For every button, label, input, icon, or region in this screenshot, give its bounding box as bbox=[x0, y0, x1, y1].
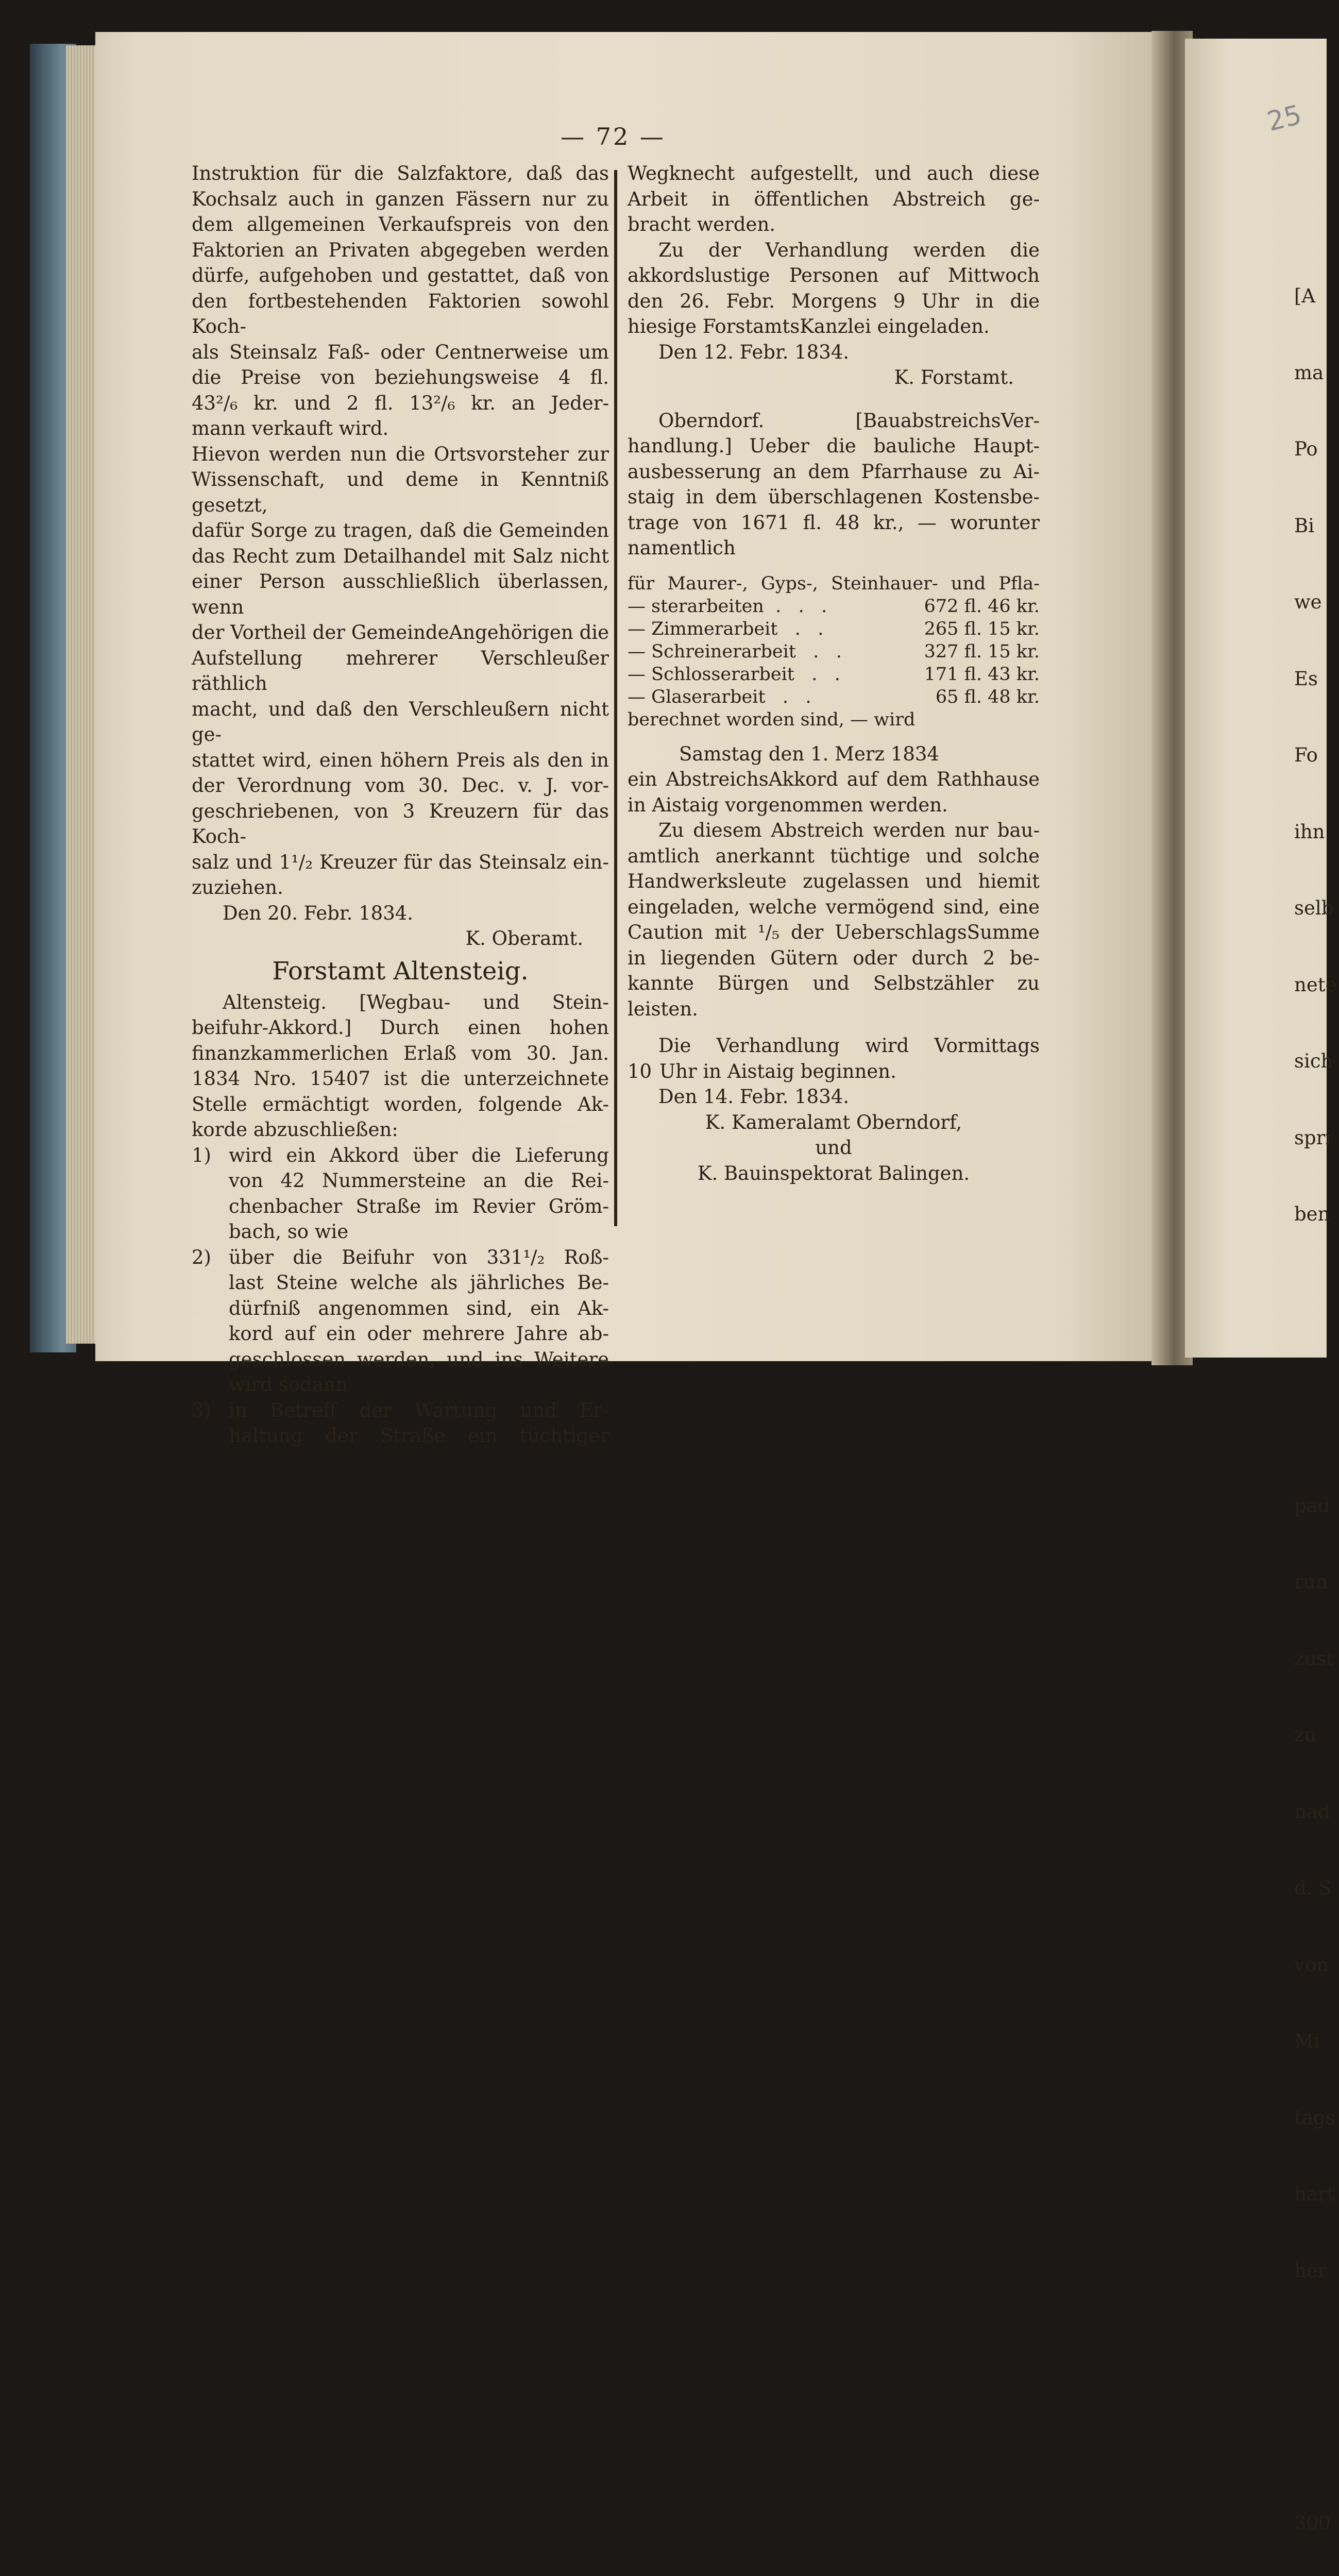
cost-row: — sterarbeiten . . . 672 fl. 46 kr. bbox=[628, 596, 1040, 617]
text-line: mann verkauft wird. bbox=[192, 417, 389, 439]
date-line: Samstag den 1. Merz 1834 bbox=[679, 742, 939, 765]
list-item bbox=[192, 1143, 609, 1245]
text-line: Stelle ermächtigt worden, folgende Ak- bbox=[192, 1093, 609, 1115]
text-line: Caution mit ¹/₅ der UeberschlagsSumme bbox=[628, 921, 1040, 943]
text-line: kannte Bürgen und Selbstzähler zu bbox=[628, 972, 1040, 994]
text-line: dürfe, aufgehoben und gestattet, daß von bbox=[192, 264, 609, 286]
list-number: 3) bbox=[192, 1399, 211, 1421]
right-column bbox=[628, 161, 1040, 1186]
list-item bbox=[192, 1398, 609, 1449]
text-line: korde abzuschließen: bbox=[192, 1118, 398, 1141]
text-line: stattet wird, einen höhern Preis als den in bbox=[192, 749, 609, 771]
spacer bbox=[628, 731, 1040, 741]
text-line: last Steine welche als jährliches Be- bbox=[229, 1272, 609, 1294]
text-line: ein AbstreichsAkkord auf dem Rathhause bbox=[628, 768, 1040, 790]
text-line: 1834 Nro. 15407 ist die unterzeichnete bbox=[192, 1067, 609, 1090]
signature-connector: und bbox=[815, 1137, 852, 1159]
cost-row: — Schreinerarbeit . . 327 fl. 15 kr. bbox=[628, 641, 1040, 662]
text-line: Kochsalz auch in ganzen Fässern nur zu bbox=[192, 188, 609, 210]
date-line: Den 20. Febr. 1834. bbox=[223, 902, 414, 924]
time-number: 10 bbox=[628, 1060, 652, 1082]
text-line: von 42 Nummersteine an die Rei- bbox=[229, 1170, 609, 1192]
text-line bbox=[628, 1059, 1040, 1084]
list-number: 2) bbox=[192, 1246, 211, 1268]
text-line: dürfniß angenommen sind, ein Ak- bbox=[229, 1297, 609, 1319]
next-page-text bbox=[1294, 181, 1337, 2576]
next-page-block: pad run zust zu nad d. S von Mi tags hart her bbox=[1294, 1494, 1335, 2282]
text-line: Wissenschaft, und deme in Kenntniß gesetzt, bbox=[192, 468, 609, 516]
text-line: finanzkammerlichen Erlaß vom 30. Jan. bbox=[192, 1042, 609, 1064]
text-line: Faktorien an Privaten abgegeben werden bbox=[192, 239, 609, 261]
text-line: Aufstellung mehrerer Verschleußer räthlich bbox=[192, 647, 609, 694]
text-line: das Recht zum Detailhandel mit Salz nicht bbox=[192, 545, 609, 567]
text-line: den fortbestehenden Faktorien sowohl Koch- bbox=[192, 290, 609, 337]
next-page-block: [A ma Po Bi we Es Fo ihn selb nete sich spri ben bbox=[1294, 285, 1337, 1225]
text-line: Zu diesem Abstreich werden nur bau- bbox=[658, 819, 1040, 841]
paragraph-abstreich-conditions bbox=[628, 818, 1040, 1022]
spacer bbox=[628, 561, 1040, 572]
text-line: geschlossen werden, und ins Weitere bbox=[229, 1348, 609, 1370]
text-line: Arbeit in öffentlichen Abstreich ge- bbox=[628, 188, 1040, 210]
text-line: macht, und daß den Verschleußern nicht ge- bbox=[192, 698, 609, 745]
text-line: in Betreff der Wartung und Er- bbox=[229, 1399, 609, 1421]
text-line: dem allgemeinen Verkaufspreis von den bbox=[192, 213, 609, 235]
text-line: dafür Sorge zu tragen, daß die Gemeinden bbox=[192, 519, 609, 541]
paragraph-start-time bbox=[628, 1033, 1040, 1084]
cost-row: — Glaserarbeit . . 65 fl. 48 kr. bbox=[628, 686, 1040, 707]
cost-row: — Zimmerarbeit . . 265 fl. 15 kr. bbox=[628, 618, 1040, 639]
text-line: Hievon werden nun die Ortsvorsteher zur bbox=[192, 443, 609, 465]
text-line: Handwerksleute zugelassen und hiemit bbox=[628, 870, 1040, 892]
text-line: in liegenden Gütern oder durch 2 be- bbox=[628, 946, 1040, 969]
list-item bbox=[192, 1245, 609, 1398]
page-number: — 72 — bbox=[561, 123, 666, 150]
text-line: die Preise von beziehungsweise 4 fl. bbox=[192, 366, 609, 388]
text-fragment: Uhr in Aistaig beginnen. bbox=[659, 1060, 896, 1082]
text-line: beifuhr-Akkord.] Durch einen hohen bbox=[192, 1016, 609, 1039]
cost-row: — Schlosserarbeit . . 171 fl. 43 kr. bbox=[628, 664, 1040, 685]
cost-intro: für Maurer-, Gyps-, Steinhauer- und Pfla- bbox=[628, 573, 1040, 594]
paragraph-altensteig bbox=[192, 990, 609, 1143]
paragraph-oberndorf bbox=[628, 408, 1040, 561]
paragraph-verhandlung bbox=[628, 238, 1040, 340]
text-line: handlung.] Ueber die bauliche Haupt- bbox=[628, 435, 1040, 457]
text-line: ausbesserung an dem Pfarrhause zu Ai- bbox=[628, 460, 1040, 483]
signature-oberamt: K. Oberamt. bbox=[465, 927, 583, 950]
text-line: hiesige ForstamtsKanzlei eingeladen. bbox=[628, 315, 990, 337]
text-line: zuziehen. bbox=[192, 876, 283, 899]
text-line: kord auf ein oder mehrere Jahre ab- bbox=[229, 1323, 609, 1345]
text-line: eingeladen, welche vermögend sind, eine bbox=[628, 895, 1040, 918]
text-line: der Verordnung vom 30. Dec. v. J. vor- bbox=[192, 774, 609, 796]
text-line: als Steinsalz Faß- oder Centnerweise um bbox=[192, 341, 609, 363]
text-line: Oberndorf. [BauabstreichsVer- bbox=[658, 409, 1040, 432]
text-line: amtlich anerkannt tüchtige und solche bbox=[628, 844, 1040, 867]
text-line: den 26. Febr. Morgens 9 Uhr in die bbox=[628, 290, 1040, 312]
text-line: Altensteig. [Wegbau- und Stein- bbox=[223, 991, 609, 1013]
text-line: wird sodann bbox=[229, 1374, 348, 1396]
text-line: haltung der Straße ein tüchtiger bbox=[229, 1425, 609, 1447]
spacer bbox=[628, 1022, 1040, 1033]
next-page-block: 300 bbox=[1294, 2512, 1331, 2534]
list-number: 1) bbox=[192, 1144, 211, 1166]
cost-outro: berechnet worden sind, — wird bbox=[628, 709, 916, 730]
text-line: 43²/₆ kr. und 2 fl. 13²/₆ kr. an Jeder- bbox=[192, 392, 609, 414]
section-heading: Forstamt Altensteig. bbox=[272, 956, 529, 986]
date-line: Den 12. Febr. 1834. bbox=[658, 341, 850, 363]
text-line: Die Verhandlung wird Vormittags bbox=[658, 1035, 1040, 1057]
text-line: Instruktion für die Salzfaktore, daß das bbox=[192, 162, 609, 184]
pencil-note: 25 bbox=[1264, 99, 1305, 138]
text-line: Zu der Verhandlung werden die bbox=[658, 239, 1040, 261]
text-line: leisten. bbox=[628, 997, 698, 1020]
text-line: in Aistaig vorgenommen werden. bbox=[628, 793, 948, 816]
text-line: staig in dem überschlagenen Kostensbe- bbox=[628, 486, 1040, 508]
text-line: bach, so wie bbox=[229, 1221, 349, 1243]
text-line: Wegknecht aufgestellt, und auch diese bbox=[628, 162, 1040, 184]
paragraph-salt-instruction bbox=[192, 161, 609, 442]
paragraph-wegknecht bbox=[628, 161, 1040, 238]
text-line: namentlich bbox=[628, 537, 736, 559]
text-line: salz und 1¹/₂ Kreuzer für das Steinsalz ein- bbox=[192, 851, 609, 873]
signature-forstamt: K. Forstamt. bbox=[894, 366, 1014, 388]
text-line: über die Beifuhr von 331¹/₂ Roß- bbox=[229, 1246, 609, 1268]
text-line: der Vortheil der GemeindeAngehörigen die bbox=[192, 621, 609, 643]
column-divider bbox=[614, 170, 617, 1226]
signature-bauinspektorat: K. Bauinspektorat Balingen. bbox=[697, 1162, 970, 1184]
cost-table bbox=[628, 572, 1040, 731]
signature-kameralamt: K. Kameralamt Oberndorf, bbox=[705, 1111, 962, 1133]
text-line: wird ein Akkord über die Lieferung bbox=[229, 1144, 609, 1166]
text-line: einer Person ausschließlich überlassen, wenn bbox=[192, 570, 609, 618]
text-line: chenbacher Straße im Revier Gröm- bbox=[229, 1195, 609, 1217]
paragraph-ortsvorsteher bbox=[192, 442, 609, 901]
text-line: trage von 1671 fl. 48 kr., — worunter bbox=[628, 511, 1040, 534]
left-column bbox=[192, 161, 609, 1449]
text-line: akkordslustige Personen auf Mittwoch bbox=[628, 264, 1040, 286]
text-line: geschriebenen, von 3 Kreuzern für das Koch- bbox=[192, 800, 609, 848]
text-line: bracht werden. bbox=[628, 213, 776, 235]
spacer bbox=[628, 391, 1040, 408]
date-line: Den 14. Febr. 1834. bbox=[658, 1086, 850, 1108]
paragraph-abstreichsakkord bbox=[628, 767, 1040, 818]
